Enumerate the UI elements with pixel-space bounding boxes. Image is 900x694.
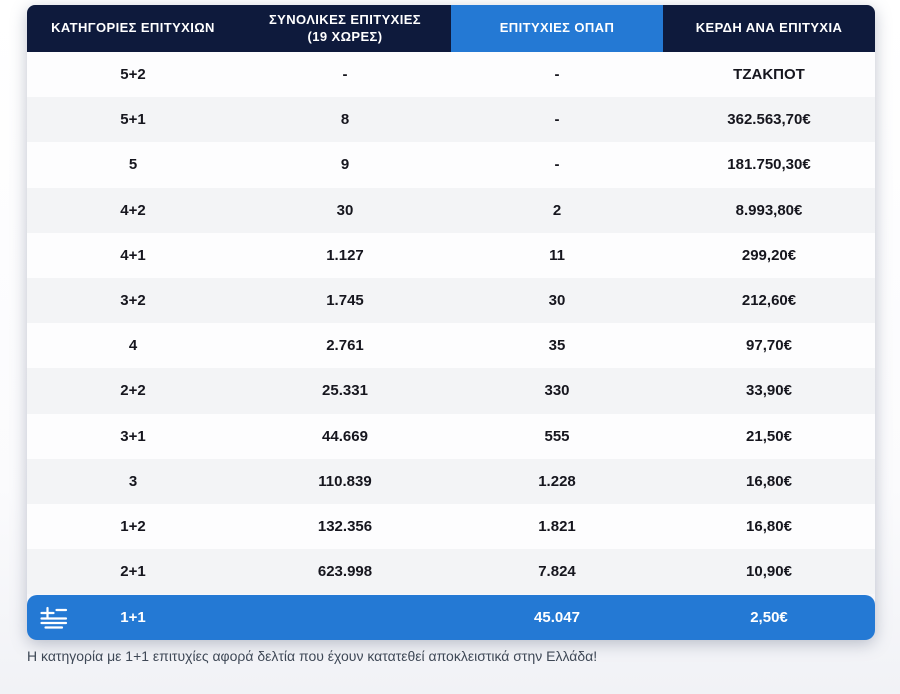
footnote-text: Η κατηγορία με 1+1 επιτυχίες αφορά δελτία που έχουν κατατεθεί αποκλειστικά στην Ελλάδα! bbox=[27, 648, 598, 664]
header-total-wins bbox=[239, 5, 451, 52]
highlight-row-1plus1 bbox=[27, 595, 875, 640]
table-body bbox=[27, 52, 875, 594]
header-opap-wins-tab[interactable] bbox=[451, 5, 663, 52]
header-prize-per-win bbox=[663, 5, 875, 52]
category-cell: 4 bbox=[128, 337, 138, 355]
prize-cell: 181.750,30€ bbox=[727, 156, 811, 174]
category-cell: 4+2 bbox=[120, 201, 146, 219]
category-cell: 5+1 bbox=[120, 111, 146, 129]
category-cell: 3+1 bbox=[120, 427, 146, 445]
total-wins-cell: 30 bbox=[336, 201, 354, 219]
opap-wins-cell: 11 bbox=[549, 246, 565, 264]
category-cell: 1+2 bbox=[120, 517, 146, 535]
total-wins-cell: 110.839 bbox=[318, 472, 372, 490]
table-row bbox=[27, 414, 875, 459]
prize-cell: 21,50€ bbox=[746, 427, 792, 445]
prize-cell: 2,50€ bbox=[750, 609, 788, 627]
table-row bbox=[27, 368, 875, 413]
category-cell: 3 bbox=[128, 472, 138, 490]
opap-wins-cell: 45.047 bbox=[534, 609, 580, 627]
table-row bbox=[27, 278, 875, 323]
prize-cell: 212,60€ bbox=[741, 292, 797, 310]
prize-cell: 299,20€ bbox=[741, 246, 797, 264]
table-header-row bbox=[27, 5, 875, 52]
opap-wins-cell: - bbox=[554, 156, 560, 174]
table-row bbox=[27, 142, 875, 187]
results-table-card bbox=[27, 5, 875, 640]
opap-wins-cell: 2 bbox=[552, 201, 562, 219]
category-cell: 5+2 bbox=[120, 66, 146, 84]
total-wins-cell: 1.127 bbox=[326, 246, 364, 264]
prize-cell: 16,80€ bbox=[746, 517, 792, 535]
prize-cell: 362.563,70€ bbox=[727, 111, 811, 129]
opap-wins-cell: 1.821 bbox=[538, 517, 576, 535]
prize-cell: 10,90€ bbox=[746, 563, 792, 581]
total-wins-cell: 25.331 bbox=[322, 382, 368, 400]
category-cell: 3+2 bbox=[120, 292, 146, 310]
opap-wins-cell: 35 bbox=[548, 337, 566, 355]
total-wins-cell: 132.356 bbox=[317, 517, 373, 535]
opap-wins-cell: 555 bbox=[544, 427, 570, 445]
table-row bbox=[27, 323, 875, 368]
total-wins-cell: 9 bbox=[340, 156, 350, 174]
table-row bbox=[27, 188, 875, 233]
opap-wins-cell: - bbox=[554, 111, 560, 129]
total-wins-cell: - bbox=[342, 66, 348, 84]
opap-wins-cell: 7.824 bbox=[538, 563, 576, 581]
category-cell: 4+1 bbox=[120, 246, 146, 264]
table-row bbox=[27, 233, 875, 278]
header-categories-label: ΚΑΤΗΓΟΡΙΕΣ ΕΠΙΤΥΧΙΩΝ bbox=[51, 20, 215, 36]
header-prize-per-win-label: ΚΕΡΔΗ ΑΝΑ ΕΠΙΤΥΧΙΑ bbox=[695, 20, 843, 36]
table-row bbox=[27, 52, 875, 97]
prize-cell: 16,80€ bbox=[746, 472, 792, 490]
total-wins-cell bbox=[239, 595, 451, 640]
table-row bbox=[27, 504, 875, 549]
table-row bbox=[27, 459, 875, 504]
greek-flag-icon bbox=[39, 605, 69, 630]
opap-wins-cell: 330 bbox=[544, 382, 570, 400]
opap-wins-cell: 30 bbox=[548, 292, 566, 310]
total-wins-cell: 2.761 bbox=[326, 337, 364, 355]
header-opap-wins-label: ΕΠΙΤΥΧΙΕΣ ΟΠΑΠ bbox=[499, 20, 615, 36]
total-wins-cell: 623.998 bbox=[317, 563, 373, 581]
header-total-wins-sublabel: (19 ΧΩΡΕΣ) bbox=[307, 28, 383, 44]
category-cell: 2+1 bbox=[120, 563, 146, 581]
total-wins-cell: 8 bbox=[340, 111, 350, 129]
category-cell: 1+1 bbox=[120, 609, 146, 627]
prize-cell: ΤΖΑΚΠΟΤ bbox=[733, 66, 805, 84]
table-row bbox=[27, 97, 875, 142]
prize-cell: 33,90€ bbox=[746, 382, 792, 400]
opap-wins-cell: - bbox=[554, 66, 560, 84]
header-categories bbox=[27, 5, 239, 52]
total-wins-cell: 44.669 bbox=[322, 427, 368, 445]
prize-cell: 97,70€ bbox=[746, 337, 792, 355]
opap-wins-cell: 1.228 bbox=[538, 472, 576, 490]
header-total-wins-label: ΣΥΝΟΛΙΚΕΣ ΕΠΙΤΥΧΙΕΣ bbox=[268, 11, 421, 27]
total-wins-cell: 1.745 bbox=[326, 292, 364, 310]
category-cell: 5 bbox=[128, 156, 138, 174]
category-cell: 2+2 bbox=[120, 382, 146, 400]
table-row bbox=[27, 549, 875, 594]
prize-cell: 8.993,80€ bbox=[735, 201, 803, 219]
